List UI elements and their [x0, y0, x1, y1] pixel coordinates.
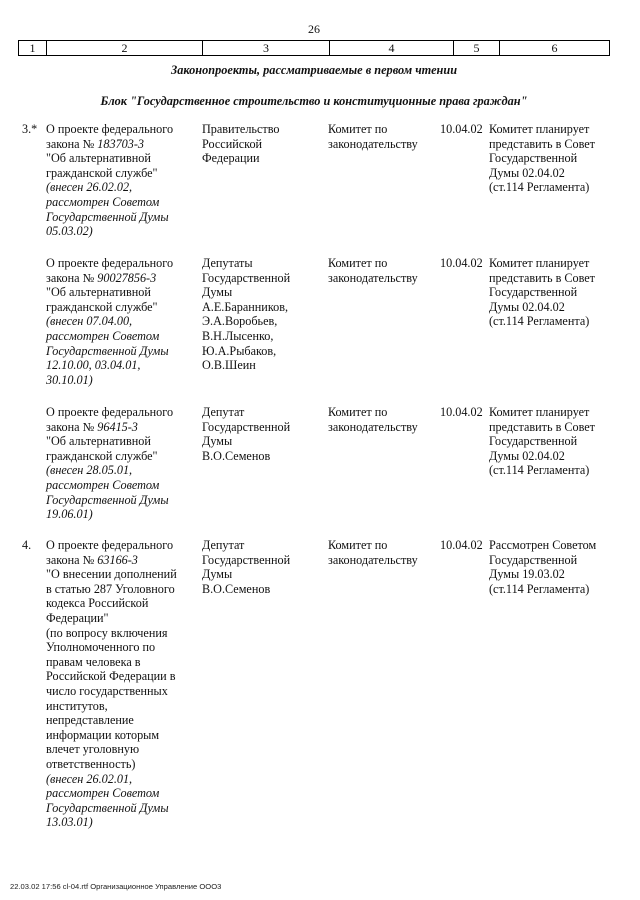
bill-title-line: Государственной Думы: [46, 800, 169, 815]
column-header-1: 1: [19, 41, 47, 55]
bill-title-line: в статью 287 Уголовного: [46, 581, 175, 596]
bill-title-line: Государственной Думы: [46, 492, 169, 507]
bill-title-line: 05.03.02): [46, 224, 93, 239]
bill-note: [489, 538, 614, 596]
bill-note-line: Государственной: [489, 285, 578, 300]
bill-title-line: 13.03.01): [46, 815, 93, 830]
committee-line: Комитет по: [328, 405, 388, 419]
column-header-3: 3: [203, 41, 330, 55]
bill-note-line: Государственной: [489, 434, 578, 449]
committee-line: законодательству: [328, 270, 418, 285]
bill-title-line: О проекте федерального: [46, 256, 174, 270]
bill-title-line: (внесен 26.02.02,: [46, 180, 133, 195]
bill-note-line: Думы 02.04.02: [489, 299, 565, 314]
bill-date: 10.04.02: [440, 405, 483, 419]
bill-title-line: закона № 183703-3: [46, 136, 144, 151]
bill-note-line: Думы 02.04.02: [489, 448, 565, 463]
bill-title-line: (по вопросу включения: [46, 625, 168, 640]
bill-number: 96415-3: [97, 419, 138, 434]
bill-author-line: Думы: [202, 434, 233, 449]
bill-note-line: (ст.114 Регламента): [489, 314, 590, 329]
bill-author-line: В.Н.Лысенко,: [202, 328, 274, 343]
block-title: Блок "Государственное строительство и конституционные права граждан": [100, 94, 528, 108]
bill-title: [46, 122, 202, 239]
bill-author-line: Государственной: [202, 552, 291, 567]
bill-title-line: правам человека в: [46, 654, 141, 669]
bill-date: 10.04.02: [440, 122, 483, 136]
bill-title-line: "Об альтернативной: [46, 151, 151, 166]
bill-author-line: Государственной: [202, 270, 291, 285]
bill-title-line: рассмотрен Советом: [46, 477, 160, 492]
committee-line: законодательству: [328, 136, 418, 151]
column-header-2: 2: [47, 41, 203, 55]
bill-author-line: А.Е.Баранников,: [202, 299, 289, 314]
bill-note: [489, 405, 614, 478]
bill-title-line: влечет уголовную: [46, 742, 140, 757]
committee-line: законодательству: [328, 552, 418, 567]
bill-title-line: закона № 63166-3: [46, 552, 138, 567]
committee-line: Комитет по: [328, 256, 388, 270]
bill-title-line: "Об альтернативной: [46, 434, 151, 449]
bill-author: [202, 256, 326, 373]
bill-author-line: Э.А.Воробьев,: [202, 314, 278, 329]
responsible-committee: [328, 256, 438, 285]
bill-title-line: гражданской службе": [46, 299, 158, 314]
bill-note-line: Комитет планирует: [489, 122, 590, 136]
bill-title-line: ответственность): [46, 756, 136, 771]
entry-number: 3.*: [22, 122, 38, 136]
bill-author-line: Думы: [202, 567, 233, 582]
bill-title-line: 12.10.00, 03.04.01,: [46, 358, 141, 373]
bill-title-line: 19.06.01): [46, 507, 93, 522]
bill-note-line: Комитет планирует: [489, 256, 590, 270]
bill-note-line: Думы 02.04.02: [489, 165, 565, 180]
bill-author-line: Правительство: [202, 122, 280, 136]
bill-note: [489, 256, 614, 329]
responsible-committee: [328, 405, 438, 434]
bill-number: 90027856-3: [97, 270, 157, 285]
bill-title-line: Уполномоченного по: [46, 640, 156, 655]
bill-title-line: кодекса Российской: [46, 596, 149, 611]
bill-title-line: закона № 90027856-3: [46, 270, 157, 285]
bill-note-line: (ст.114 Регламента): [489, 581, 590, 596]
bill-author-line: В.О.Семенов: [202, 448, 271, 463]
bill-note-line: представить в Совет: [489, 419, 596, 434]
bill-author-line: Федерации: [202, 151, 260, 166]
bill-title-line: (внесен 07.04.00,: [46, 314, 133, 329]
bill-note-line: Рассмотрен Советом: [489, 538, 597, 552]
bill-title: [46, 538, 202, 830]
bill-title-line: рассмотрен Советом: [46, 786, 160, 801]
responsible-committee: [328, 122, 438, 151]
bill-title-line: (внесен 26.02.01,: [46, 771, 133, 786]
entry-number: 4.: [22, 538, 32, 552]
bill-title-line: О проекте федерального: [46, 122, 174, 136]
bill-author: [202, 538, 326, 596]
bill-author-line: Российской: [202, 136, 263, 151]
bill-author-line: О.В.Шеин: [202, 358, 256, 373]
bill-title-line: гражданской службе": [46, 165, 158, 180]
bill-title-line: число государственных: [46, 683, 168, 698]
committee-line: законодательству: [328, 419, 418, 434]
bill-note-line: Комитет планирует: [489, 405, 590, 419]
bill-title-line: рассмотрен Советом: [46, 328, 160, 343]
bill-author: [202, 405, 326, 463]
committee-line: Комитет по: [328, 538, 388, 552]
bill-title-line: "О внесении дополнений: [46, 567, 177, 582]
bill-number: 63166-3: [97, 552, 138, 567]
bill-title-line: О проекте федерального: [46, 405, 174, 419]
bill-date: 10.04.02: [440, 256, 483, 270]
bill-title-line: 30.10.01): [46, 372, 93, 387]
committee-line: Комитет по: [328, 122, 388, 136]
bill-title-line: "Об альтернативной: [46, 285, 151, 300]
bill-author-line: Депутат: [202, 405, 245, 419]
bill-title-line: институтов,: [46, 698, 108, 713]
bill-title-line: Российской Федерации в: [46, 669, 176, 684]
bill-note-line: представить в Совет: [489, 136, 596, 151]
bill-number: 183703-3: [97, 136, 144, 151]
column-header-6: 6: [551, 41, 558, 55]
bill-note-line: Государственной: [489, 552, 578, 567]
bill-title-line: непредставление: [46, 713, 134, 728]
bill-note-line: представить в Совет: [489, 270, 596, 285]
column-header-5: 5: [454, 41, 500, 55]
bill-title-line: Государственной Думы: [46, 343, 169, 358]
bill-note-line: (ст.114 Регламента): [489, 180, 590, 195]
page-number: 26: [308, 22, 320, 36]
bill-note-line: (ст.114 Регламента): [489, 463, 590, 478]
bill-title-line: Федерации": [46, 610, 109, 625]
bill-title-line: Государственной Думы: [46, 209, 169, 224]
footer-stamp: 22.03.02 17:56 cl-04.rtf Организационное Управление ООО3: [10, 882, 222, 891]
bill-note: [489, 122, 614, 195]
bill-author-line: Депутаты: [202, 256, 253, 270]
bill-author-line: Думы: [202, 285, 233, 300]
bill-title-line: (внесен 28.05.01,: [46, 463, 133, 478]
bill-title-line: О проекте федерального: [46, 538, 174, 552]
bill-title-line: информации которым: [46, 727, 160, 742]
section-title: Законопроекты, рассматриваемые в первом чтении: [170, 63, 458, 77]
responsible-committee: [328, 538, 438, 567]
bill-date: 10.04.02: [440, 538, 483, 552]
bill-title-line: закона № 96415-3: [46, 419, 138, 434]
bill-author-line: Ю.А.Рыбаков,: [202, 343, 277, 358]
bill-note-line: Думы 19.03.02: [489, 567, 565, 582]
column-header-row: [18, 40, 610, 56]
bill-author-line: В.О.Семенов: [202, 581, 271, 596]
bill-author-line: Государственной: [202, 419, 291, 434]
bill-author: [202, 122, 326, 166]
bill-note-line: Государственной: [489, 151, 578, 166]
column-header-4: 4: [330, 41, 454, 55]
bill-author-line: Депутат: [202, 538, 245, 552]
bill-title-line: гражданской службе": [46, 448, 158, 463]
bill-title: [46, 405, 202, 522]
bill-title-line: рассмотрен Советом: [46, 194, 160, 209]
bill-title: [46, 256, 202, 387]
